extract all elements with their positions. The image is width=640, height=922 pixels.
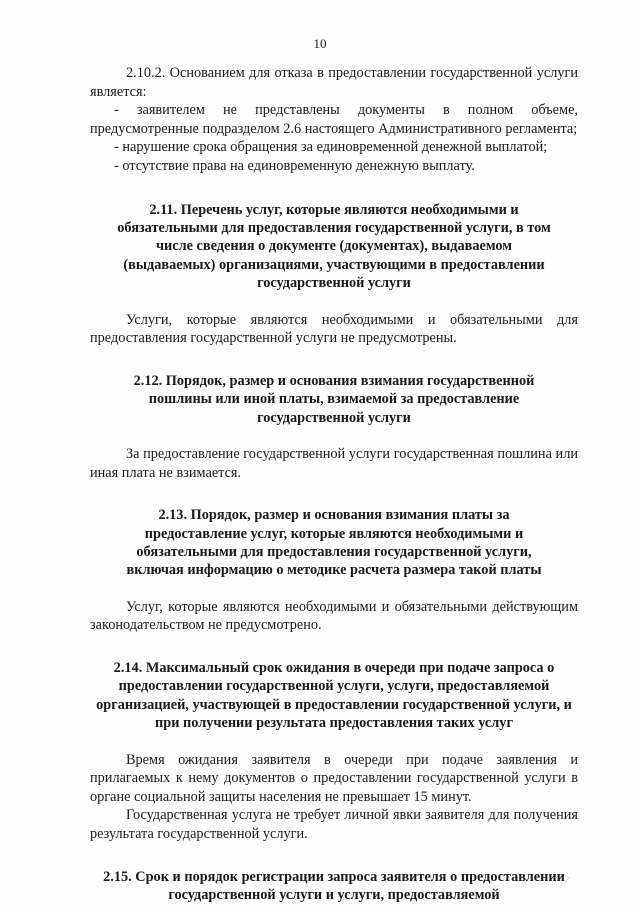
paragraph-2-11-body: Услуги, которые являются необходимыми и обязательными для предоставления государственной услуги не предусмотрены.: [90, 311, 578, 347]
paragraph-2-10-2-intro: 2.10.2. Основанием для отказа в предоставлении государственной услуги является:: [90, 65, 578, 100]
list-item: - нарушение срока обращения за единовременной денежной выплатой;: [114, 139, 548, 156]
scan-margin-mark: ⁄: [566, 876, 568, 887]
paragraph-2-13-body: Услуг, которые являются необходимыми и обязательными действующим законодательством не предусмотрено.: [90, 598, 578, 634]
heading-2-11: 2.11. Перечень услуг, которые являются необходимыми и обязательными для предоставления государственной услуги, в том числе сведения о документе (документах), выдаваемом (выдаваемых) организациями, участвующими в предоставлении государственной услуги: [117, 201, 551, 292]
list-item: - отсутствие права на единовременную денежную выплату.: [114, 157, 475, 174]
heading-2-15: 2.15. Срок и порядок регистрации запроса заявителя о предоставлении государственной услуги и услуги, предоставляемой: [103, 868, 565, 903]
list-item: - заявителем не представлены документы в полном объеме, предусмотренные подразделом 2.6 настоящего Административного регламента;: [90, 102, 578, 137]
paragraph-2-14-body-1: Время ожидания заявителя в очереди при подаче заявления и прилагаемых к нему документов о предоставлении государственной услуги в органе социальной защиты населения не превышает 15 минут.: [90, 751, 578, 805]
heading-2-13: 2.13. Порядок, размер и основания взимания платы за предоставление услуг, которые являются необходимыми и обязательными для предоставления государственной услуги, включая информацию о методике расчета размера такой платы: [126, 507, 542, 579]
heading-2-12: 2.12. Порядок, размер и основания взимания государственной пошлины или иной платы, взимаемой за предоставление государственной услуги: [133, 372, 535, 426]
paragraph-2-14-body-2: Государственная услуга не требует личной явки заявителя для получения результата государственной услуги.: [90, 807, 578, 842]
document-body: [90, 64, 578, 922]
heading-2-14: 2.14. Максимальный срок ожидания в очереди при подаче запроса о предоставлении государственной услуги, услуги, предоставляемой организацией, участвующей в предоставлении государственной услуги, и при получении результата предоставления таких услуг: [96, 660, 572, 732]
page-number: 10: [313, 36, 327, 51]
paragraph-2-12-body: За предоставление государственной услуги государственная пошлина или иная плата не взимается.: [90, 446, 578, 481]
